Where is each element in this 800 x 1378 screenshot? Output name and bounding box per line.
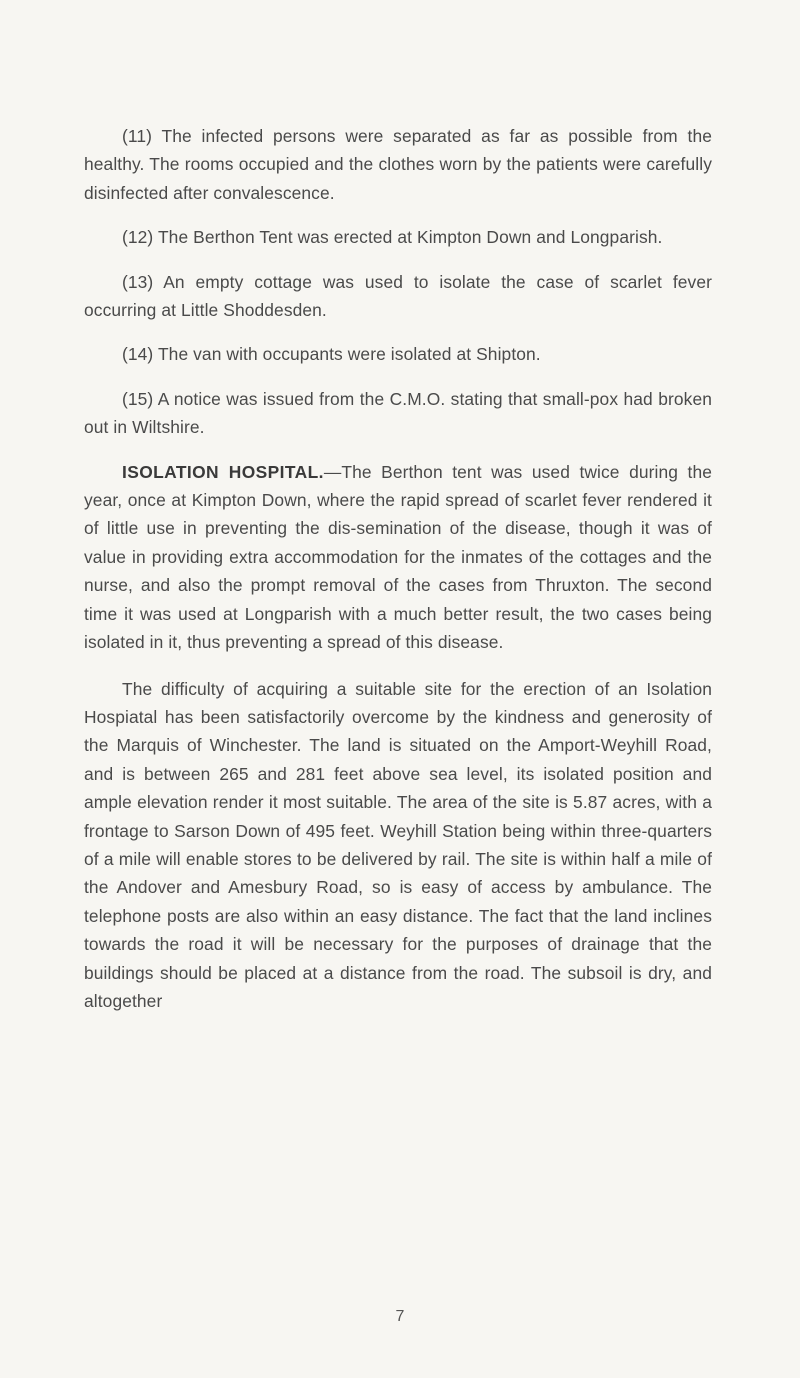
- page-number: 7: [395, 1308, 405, 1325]
- isolation-hospital-text: —The Berthon tent was used twice during the year, once at Kimpton Down, where the rapid spread of scarlet fever rendered it of little use in preventing the dis-semination of the disease, though it was of value in providing extra accommodation for the inmates of the cottages and the nurse, and also the prompt removal of the cases from Thruxton. The second time it was used at Longparish with a much better result, the two cases being isolated in it, thus preventing a spread of this disease.: [84, 461, 712, 653]
- paragraph-11: (11) The infected persons were separated as far as possible from the healthy. The rooms occupied and the clothes worn by the patients were carefully disinfected after convalescence.: [84, 126, 712, 203]
- document-page: [84, 122, 712, 1015]
- isolation-hospital-paragraph: [84, 458, 712, 657]
- isolation-hospital-heading: ISOLATION HOSPITAL.: [122, 461, 324, 482]
- paragraph-12: (12) The Berthon Tent was erected at Kimpton Down and Longparish.: [122, 227, 663, 248]
- paragraph-13: (13) An empty cottage was used to isolate the case of scarlet fever occurring at Little Shoddesden.: [84, 271, 712, 321]
- site-paragraph: The difficulty of acquiring a suitable site for the erection of an Isolation Hospiatal has been satisfactorily overcome by the kindness and generosity of the Marquis of Winchester. The land is situated on the Amport-Weyhill Road, and is between 265 and 281 feet above sea level, its isolated position and ample elevation render it most suitable. The area of the site is 5.87 acres, with a frontage to Sarson Down of 495 feet. Weyhill Station being within three-quarters of a mile will enable stores to be delivered by rail. The site is within half a mile of the Andover and Amesbury Road, so is easy of access by ambulance. The telephone posts are also within an easy distance. The fact that the land inclines towards the road it will be necessary for the purposes of drainage that the buildings should be placed at a distance from the road. The subsoil is dry, and altogether: [84, 678, 712, 1011]
- paragraph-15: (15) A notice was issued from the C.M.O. stating that small-pox had broken out in Wiltshire.: [84, 388, 712, 438]
- paragraph-14: (14) The van with occupants were isolated at Shipton.: [122, 344, 541, 365]
